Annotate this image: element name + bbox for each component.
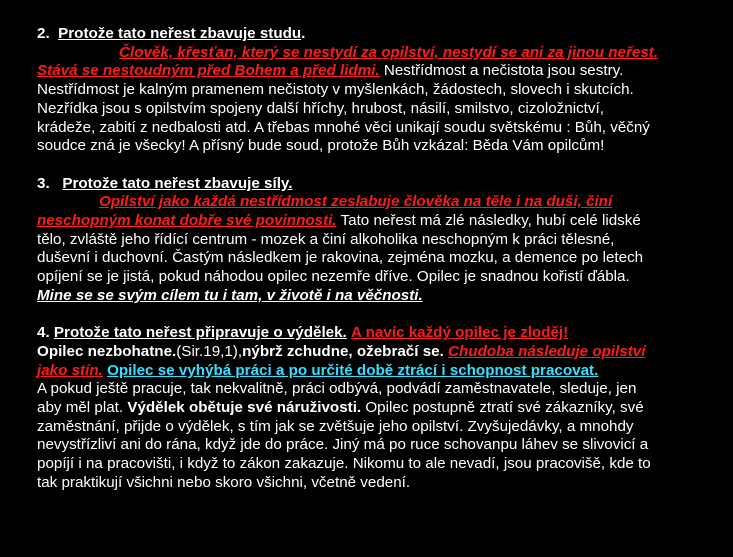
section-2-text1: Nestřídmost a nečistota jsou sestry. (379, 62, 624, 80)
section-4-ref: (Sir.19,1), (176, 342, 243, 360)
section-4-title: Protože tato neřest připravuje o výdělek. (53, 324, 347, 342)
section-4-red-head: A navíc každý opilec je zloděj! (351, 324, 569, 342)
section-3-line3: tělo, zvláště jeho řídící centrum - mozek a činí alkoholika neschopným k práci tělesné, (37, 230, 615, 248)
section-4-line5-a: aby měl plat. (37, 399, 128, 417)
section-2-line2 (37, 62, 727, 81)
section-2-title: Protože tato neřest zbavuje studu (58, 25, 302, 42)
section-3-line5: opíjení se je jistá, pokud náhodou opilec nezemře dříve. Opilec je snadnou kořistí ďábla. (37, 268, 630, 286)
section-2-red-line1 (37, 44, 727, 63)
section-3-red-text2: neschopným konat dobře své povinnosti. (37, 212, 337, 230)
document-page (37, 25, 727, 493)
section-3-title: Protože tato neřest zbavuje síly. (62, 174, 293, 192)
section-2-line5: krádeže, zabití z nedbalosti atd. A třebas mnohé věci unikají soudu světskému : Bůh, věčný (37, 118, 650, 136)
section-2-line4: Nezřídka jsou s opilstvím spojeny další hříchy, hrubost, násilí, smilstvo, cizoložnictví, (37, 99, 604, 117)
section-2-number: 2. (37, 25, 50, 42)
section-4-line8: popíjí i na pracovišti, i když to zákon zakazuje. Nikomu to ale nevadí, jsou pracovišě, kde to (37, 455, 651, 473)
section-4-cyan: Opilec se vyhýbá práci a po určité době ztrácí i schopnost pracovat. (107, 361, 599, 379)
section-4-line5-b: Opilec postupně ztratí své zákazníky, své (361, 399, 644, 417)
spacer (37, 156, 727, 175)
section-2-red-text1: Člověk, křesťan, který se nestydí za opilství, nestydí se ani za jinou neřest. (119, 43, 659, 61)
section-4-line5 (37, 399, 727, 418)
section-2-line6: soudce zná je všecky! A přísný bude soud, protože Bůh vzkázal: Běda Vám opilcům! (37, 137, 605, 155)
section-4-number: 4. (37, 324, 50, 342)
section-4-line5-bold: Výdělek obětuje své náruživosti. (127, 399, 362, 417)
section-2-heading (37, 25, 727, 44)
section-4-bold1: Opilec nezbohatne. (37, 342, 177, 360)
section-3-bold-end: Mine se se svým cílem tu i tam, v životě i na věčnosti. (37, 286, 423, 304)
section-3-red-text1: Opilství jako každá nestřídmost zeslabuje člověka na těle i na duši, činí (99, 193, 613, 211)
section-4-line6: zaměstnání, přijde o výdělek, s tím jak se zvětšuje jeho opilství. Zvyšujedávky, a mnohdy (37, 417, 634, 435)
section-4-red2: jako stín. (37, 361, 103, 379)
section-4-bold2: nýbrž zchudne, ožebračí se. (242, 342, 444, 360)
section-4-red1: Chudoba následuje opilství (448, 342, 646, 360)
section-4-line9: tak praktikují všichni nebo skoro všichni, včetně vedení. (37, 473, 411, 491)
spacer (37, 306, 727, 325)
section-2-red-text2: Stává se nestoudným před Bohem a před lidmi. (37, 62, 380, 80)
section-3-text1: Tato neřest má zlé následky, hubí celé lidské (336, 212, 641, 230)
section-3-line4: duševní i duchovní. Častým následkem je rakovina, zejména mozku, a demence po letech (37, 249, 644, 267)
section-3-line2 (37, 212, 727, 231)
section-4-heading (37, 324, 727, 343)
section-3-heading (37, 175, 727, 194)
section-3-number: 3. (37, 174, 50, 192)
section-4-line7: nevystřízliví ani do rána, když jde do práce. Jiný má po ruce schovanpu láhev se slivovicí a (37, 436, 649, 454)
section-3-red-line1 (37, 193, 727, 212)
section-2-title-end: . (301, 25, 306, 42)
section-4-line2 (37, 343, 727, 362)
section-3-line6 (37, 287, 727, 306)
section-2-line3: Nestřídmost je kalným pramenem nečistoty v myšlenkách, žádostech, slovech i skutcích. (37, 81, 634, 99)
section-4-line3 (37, 362, 727, 381)
section-4-line4: A pokud ještě pracuje, tak nekvalitně, práci odbývá, podvádí zaměstnavatele, sleduje, jen (37, 380, 637, 398)
